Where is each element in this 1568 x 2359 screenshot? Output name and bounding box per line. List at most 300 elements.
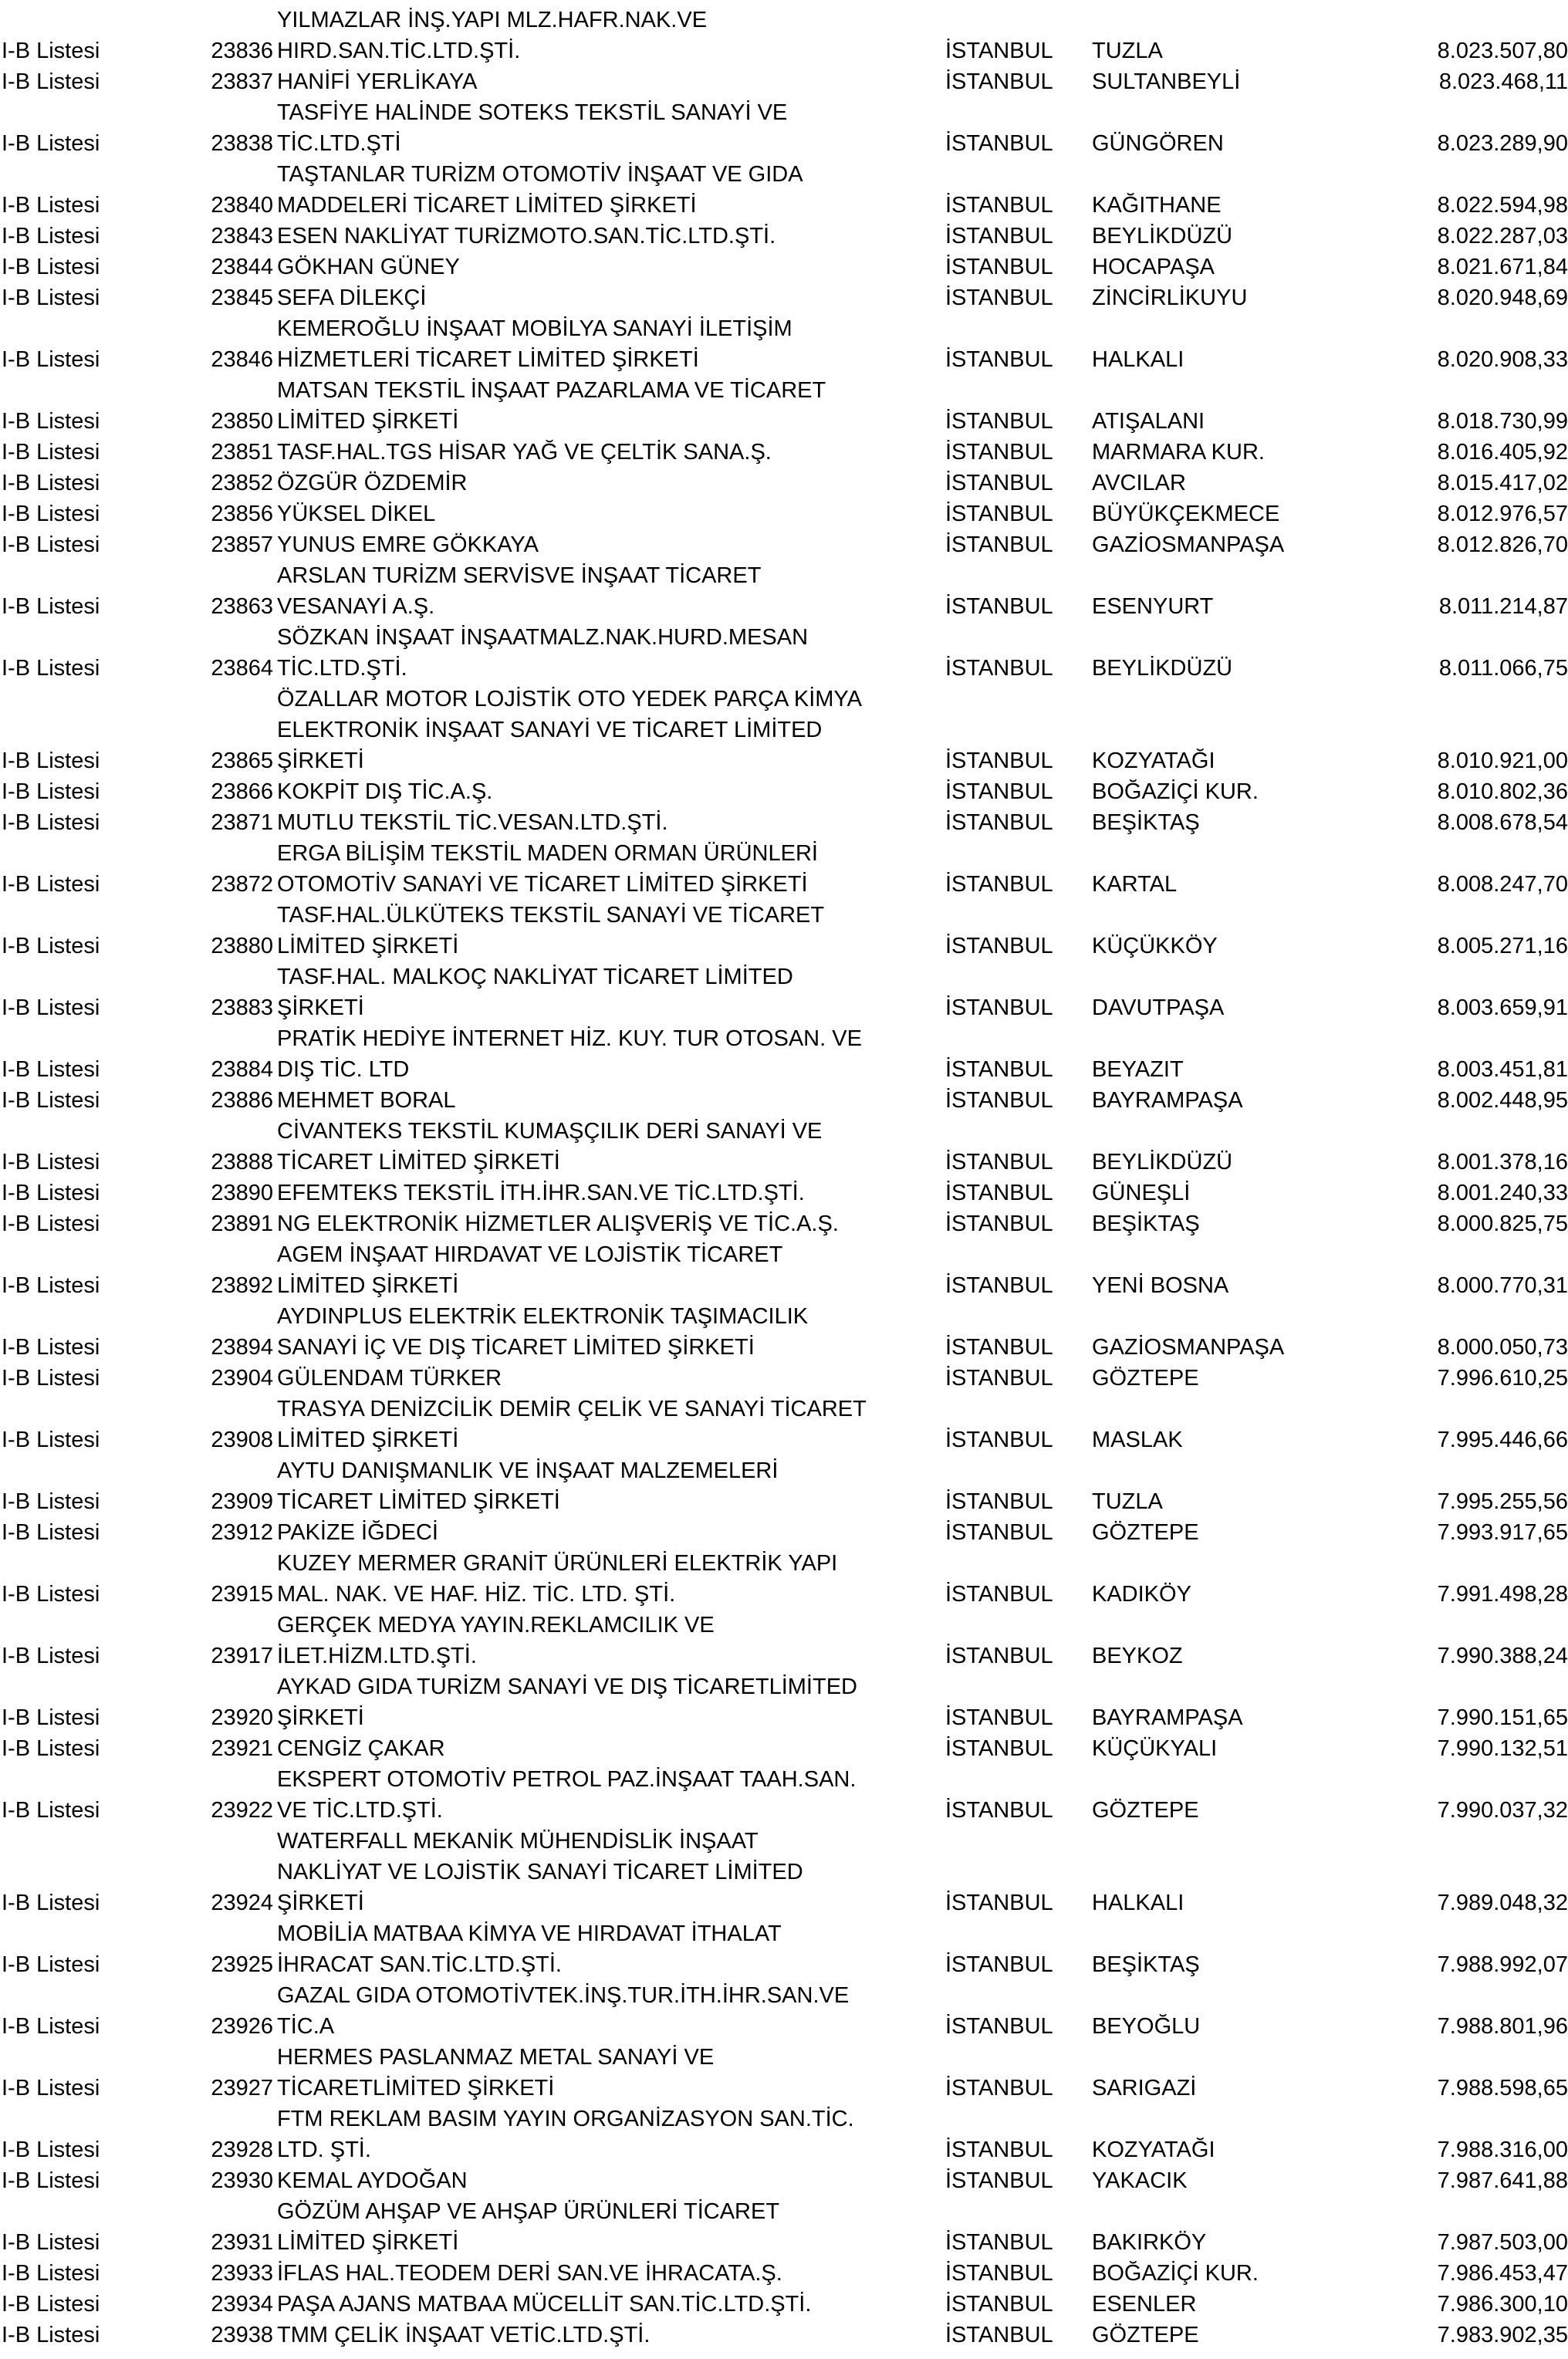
district-cell: MARMARA KUR. — [1092, 440, 1265, 465]
table-row — [0, 252, 1568, 282]
list-type-cell: I-B Listesi — [2, 1366, 100, 1391]
amount-cell: 7.987.641,88 — [1437, 2168, 1568, 2193]
district-cell: BEYLİKDÜZÜ — [1092, 224, 1233, 248]
name-cell-line: ERGA BİLİŞİM TEKSTİL MADEN ORMAN ÜRÜNLERİ — [277, 841, 818, 866]
record-number-cell: 23838 — [211, 131, 273, 156]
city-cell: İSTANBUL — [945, 1057, 1053, 1082]
city-cell: İSTANBUL — [945, 1428, 1053, 1452]
record-number-cell: 23917 — [211, 1644, 273, 1668]
list-type-cell: I-B Listesi — [2, 872, 100, 897]
table-row — [0, 1394, 1568, 1455]
list-type-cell: I-B Listesi — [2, 224, 100, 248]
city-cell: İSTANBUL — [945, 1705, 1053, 1730]
list-type-cell: I-B Listesi — [2, 2076, 100, 2100]
district-cell: GAZİOSMANPAŞA — [1092, 1335, 1285, 1360]
city-cell: İSTANBUL — [945, 1952, 1053, 1977]
table-row — [0, 97, 1568, 159]
district-cell: BAYRAMPAŞA — [1092, 1705, 1243, 1730]
city-cell: İSTANBUL — [945, 749, 1053, 773]
record-number-cell: 23924 — [211, 1891, 273, 1915]
table-row — [0, 5, 1568, 66]
record-number-cell: 23908 — [211, 1428, 273, 1452]
record-number-cell: 23843 — [211, 224, 273, 248]
city-cell: İSTANBUL — [945, 656, 1053, 681]
record-number-cell: 23933 — [211, 2261, 273, 2286]
record-number-cell: 23883 — [211, 995, 273, 1020]
name-cell-line: TİCARETLİMİTED ŞİRKETİ — [277, 2076, 555, 2100]
record-number-cell: 23921 — [211, 1736, 273, 1761]
table-row — [0, 2104, 1568, 2165]
city-cell: İSTANBUL — [945, 1088, 1053, 1113]
table-row — [0, 1085, 1568, 1116]
city-cell: İSTANBUL — [945, 1212, 1053, 1236]
amount-cell: 7.993.917,65 — [1437, 1520, 1568, 1545]
city-cell: İSTANBUL — [945, 2230, 1053, 2255]
amount-cell: 7.988.598,65 — [1437, 2076, 1568, 2100]
list-type-cell: I-B Listesi — [2, 2168, 100, 2193]
city-cell: İSTANBUL — [945, 995, 1053, 1020]
list-type-cell: I-B Listesi — [2, 1057, 100, 1082]
district-cell: KADIKÖY — [1092, 1582, 1191, 1607]
list-type-cell: I-B Listesi — [2, 1212, 100, 1236]
name-cell-line: TASFİYE HALİNDE SOTEKS TEKSTİL SANAYİ VE — [277, 100, 788, 125]
city-cell: İSTANBUL — [945, 2168, 1053, 2193]
district-cell: GÜNEŞLİ — [1092, 1181, 1191, 1205]
table-row — [0, 1301, 1568, 1363]
name-cell-line: CENGİZ ÇAKAR — [277, 1736, 445, 1761]
name-cell-line: LTD. ŞTİ. — [277, 2138, 371, 2162]
city-cell: İSTANBUL — [945, 193, 1053, 218]
name-cell-line: GÖKHAN GÜNEY — [277, 255, 460, 279]
record-number-cell: 23850 — [211, 409, 273, 434]
list-type-cell: I-B Listesi — [2, 1798, 100, 1823]
name-cell-line: LİMİTED ŞİRKETİ — [277, 409, 459, 434]
amount-cell: 8.015.417,02 — [1437, 471, 1568, 495]
list-type-cell: I-B Listesi — [2, 471, 100, 495]
record-number-cell: 23909 — [211, 1489, 273, 1514]
city-cell: İSTANBUL — [945, 2076, 1053, 2100]
table-row — [0, 1610, 1568, 1671]
list-type-cell: I-B Listesi — [2, 656, 100, 681]
table-row — [0, 375, 1568, 437]
table-row — [0, 1239, 1568, 1301]
record-number-cell: 23880 — [211, 934, 273, 958]
city-cell: İSTANBUL — [945, 69, 1053, 94]
name-cell-line: SEFA DİLEKÇİ — [277, 286, 427, 310]
district-cell: BOĞAZİÇİ KUR. — [1092, 2261, 1259, 2286]
amount-cell: 8.011.214,87 — [1438, 594, 1568, 619]
table-row — [0, 2165, 1568, 2196]
name-cell-line: YUNUS EMRE GÖKKAYA — [277, 532, 539, 557]
name-cell-line: ŞİRKETİ — [277, 749, 364, 773]
record-number-cell: 23846 — [211, 347, 273, 372]
list-type-cell: I-B Listesi — [2, 409, 100, 434]
name-cell-line: İLET.HİZM.LTD.ŞTİ. — [277, 1644, 477, 1668]
name-cell-line: AYDINPLUS ELEKTRİK ELEKTRONİK TAŞIMACILIK — [277, 1304, 809, 1329]
table-row — [0, 2289, 1568, 2320]
city-cell: İSTANBUL — [945, 131, 1053, 156]
record-number-cell: 23856 — [211, 502, 273, 526]
amount-cell: 7.989.048,32 — [1437, 1891, 1568, 1915]
district-cell: HOCAPAŞA — [1092, 255, 1215, 279]
name-cell-line: LİMİTED ŞİRKETİ — [277, 934, 459, 958]
table-row — [0, 498, 1568, 529]
name-cell-line: NG ELEKTRONİK HİZMETLER ALIŞVERİŞ VE TİC.A.Ş. — [277, 1212, 839, 1236]
city-cell: İSTANBUL — [945, 810, 1053, 835]
amount-cell: 8.020.948,69 — [1437, 286, 1568, 310]
record-number-cell: 23925 — [211, 1952, 273, 1977]
district-cell: BEYLİKDÜZÜ — [1092, 1150, 1233, 1174]
table-row — [0, 900, 1568, 962]
table-row — [0, 776, 1568, 807]
list-type-cell: I-B Listesi — [2, 255, 100, 279]
district-cell: DAVUTPAŞA — [1092, 995, 1225, 1020]
city-cell: İSTANBUL — [945, 532, 1053, 557]
city-cell: İSTANBUL — [945, 1736, 1053, 1761]
district-cell: BEYAZIT — [1092, 1057, 1184, 1082]
record-number-cell: 23912 — [211, 1520, 273, 1545]
name-cell-line: KOKPİT DIŞ TİC.A.Ş. — [277, 779, 493, 804]
table-row — [0, 1178, 1568, 1208]
record-number-cell: 23904 — [211, 1366, 273, 1391]
amount-cell: 7.986.300,10 — [1437, 2292, 1568, 2317]
record-number-cell: 23845 — [211, 286, 273, 310]
district-cell: ATIŞALANI — [1092, 409, 1205, 434]
city-cell: İSTANBUL — [945, 934, 1053, 958]
amount-cell: 8.000.825,75 — [1437, 1212, 1568, 1236]
name-cell-line: PAŞA AJANS MATBAA MÜCELLİT SAN.TİC.LTD.ŞTİ. — [277, 2292, 812, 2317]
district-cell: SARIGAZİ — [1092, 2076, 1197, 2100]
name-cell-line: KEMAL AYDOĞAN — [277, 2168, 468, 2193]
district-cell: BÜYÜKÇEKMECE — [1092, 502, 1280, 526]
name-cell-line: ARSLAN TURİZM SERVİSVE İNŞAAT TİCARET — [277, 563, 762, 588]
list-type-cell: I-B Listesi — [2, 2014, 100, 2039]
amount-cell: 8.005.271,16 — [1437, 934, 1568, 958]
name-cell-line: MAL. NAK. VE HAF. HİZ. TİC. LTD. ŞTİ. — [277, 1582, 676, 1607]
district-cell: ESENLER — [1092, 2292, 1197, 2317]
city-cell: İSTANBUL — [945, 286, 1053, 310]
record-number-cell: 23871 — [211, 810, 273, 835]
amount-cell: 8.012.826,70 — [1437, 532, 1568, 557]
district-cell: TUZLA — [1092, 1489, 1163, 1514]
name-cell-line: AGEM İNŞAAT HIRDAVAT VE LOJİSTİK TİCARET — [277, 1242, 783, 1267]
table-row — [0, 1980, 1568, 2042]
record-number-cell: 23892 — [211, 1273, 273, 1298]
name-cell-line: İFLAS HAL.TEODEM DERİ SAN.VE İHRACATA.Ş. — [277, 2261, 782, 2286]
amount-cell: 7.995.255,56 — [1437, 1489, 1568, 1514]
amount-cell: 7.996.610,25 — [1437, 1366, 1568, 1391]
city-cell: İSTANBUL — [945, 1181, 1053, 1205]
list-type-cell: I-B Listesi — [2, 2261, 100, 2286]
record-number-cell: 23857 — [211, 532, 273, 557]
record-number-cell: 23866 — [211, 779, 273, 804]
table-row — [0, 807, 1568, 838]
amount-cell: 7.988.992,07 — [1437, 1952, 1568, 1977]
city-cell: İSTANBUL — [945, 1150, 1053, 1174]
amount-cell: 7.990.132,51 — [1437, 1736, 1568, 1761]
name-cell-line: OTOMOTİV SANAYİ VE TİCARET LİMİTED ŞİRKETİ — [277, 872, 808, 897]
district-cell: BEŞİKTAŞ — [1092, 810, 1200, 835]
record-number-cell: 23922 — [211, 1798, 273, 1823]
district-cell: BEŞİKTAŞ — [1092, 1212, 1200, 1236]
name-cell-line: YÜKSEL DİKEL — [277, 502, 436, 526]
list-type-cell: I-B Listesi — [2, 69, 100, 94]
name-cell-line: KUZEY MERMER GRANİT ÜRÜNLERİ ELEKTRİK YAPI — [277, 1551, 838, 1576]
table-row — [0, 2258, 1568, 2289]
amount-cell: 7.990.037,32 — [1437, 1798, 1568, 1823]
table-row — [0, 1455, 1568, 1517]
record-number-cell: 23840 — [211, 193, 273, 218]
list-type-cell: I-B Listesi — [2, 1181, 100, 1205]
amount-cell: 8.020.908,33 — [1437, 347, 1568, 372]
table-row — [0, 1764, 1568, 1826]
list-type-cell: I-B Listesi — [2, 810, 100, 835]
list-type-cell: I-B Listesi — [2, 1952, 100, 1977]
district-cell: KÜÇÜKKÖY — [1092, 934, 1218, 958]
amount-cell: 8.023.507,80 — [1437, 39, 1568, 63]
list-type-cell: I-B Listesi — [2, 934, 100, 958]
list-type-cell: I-B Listesi — [2, 1644, 100, 1668]
list-type-cell: I-B Listesi — [2, 2292, 100, 2317]
district-cell: KARTAL — [1092, 872, 1178, 897]
table-row — [0, 529, 1568, 560]
city-cell: İSTANBUL — [945, 1582, 1053, 1607]
name-cell-line: TASF.HAL. MALKOÇ NAKLİYAT TİCARET LİMİTED — [277, 965, 793, 989]
name-cell-line: ŞİRKETİ — [277, 995, 364, 1020]
list-type-cell: I-B Listesi — [2, 1891, 100, 1915]
district-cell: ZİNCİRLİKUYU — [1092, 286, 1248, 310]
list-type-cell: I-B Listesi — [2, 347, 100, 372]
table-row — [0, 313, 1568, 375]
table-row — [0, 962, 1568, 1023]
record-number-cell: 23852 — [211, 471, 273, 495]
name-cell-line: MOBİLİA MATBAA KİMYA VE HIRDAVAT İTHALAT — [277, 1921, 782, 1946]
amount-cell: 8.012.976,57 — [1437, 502, 1568, 526]
list-type-cell: I-B Listesi — [2, 39, 100, 63]
city-cell: İSTANBUL — [945, 409, 1053, 434]
name-cell-line: MADDELERİ TİCARET LİMİTED ŞİRKETİ — [277, 193, 697, 218]
district-cell: MASLAK — [1092, 1428, 1183, 1452]
table-row — [0, 1517, 1568, 1548]
amount-cell: 8.003.659,91 — [1437, 995, 1568, 1020]
city-cell: İSTANBUL — [945, 779, 1053, 804]
amount-cell: 7.987.503,00 — [1437, 2230, 1568, 2255]
district-cell: ESENYURT — [1092, 594, 1214, 619]
amount-cell: 8.000.770,31 — [1437, 1273, 1568, 1298]
district-cell: KÜÇÜKYALI — [1092, 1736, 1218, 1761]
record-number-cell: 23928 — [211, 2138, 273, 2162]
table-row — [0, 2320, 1568, 2351]
district-cell: YENİ BOSNA — [1092, 1273, 1229, 1298]
city-cell: İSTANBUL — [945, 224, 1053, 248]
record-number-cell: 23888 — [211, 1150, 273, 1174]
record-number-cell: 23938 — [211, 2323, 273, 2347]
city-cell: İSTANBUL — [945, 2292, 1053, 2317]
amount-cell: 8.021.671,84 — [1437, 255, 1568, 279]
district-cell: GAZİOSMANPAŞA — [1092, 532, 1285, 557]
list-type-cell: I-B Listesi — [2, 749, 100, 773]
name-cell-line: WATERFALL MEKANİK MÜHENDİSLİK İNŞAAT — [277, 1829, 759, 1854]
name-cell-line: ESEN NAKLİYAT TURİZMOTO.SAN.TİC.LTD.ŞTİ. — [277, 224, 776, 248]
name-cell-line: LİMİTED ŞİRKETİ — [277, 1273, 459, 1298]
city-cell: İSTANBUL — [945, 1366, 1053, 1391]
name-cell-line: AYTU DANIŞMANLIK VE İNŞAAT MALZEMELERİ — [277, 1458, 779, 1483]
name-cell-line: SÖZKAN İNŞAAT İNŞAATMALZ.NAK.HURD.MESAN — [277, 625, 809, 650]
name-cell-line: KEMEROĞLU İNŞAAT MOBİLYA SANAYİ İLETİŞİM — [277, 316, 792, 341]
name-cell-line: ŞİRKETİ — [277, 1891, 364, 1915]
name-cell-line: TİCARET LİMİTED ŞİRKETİ — [277, 1489, 560, 1514]
district-cell: GÖZTEPE — [1092, 2323, 1199, 2347]
city-cell: İSTANBUL — [945, 594, 1053, 619]
table-row — [0, 2042, 1568, 2104]
amount-cell: 7.988.316,00 — [1437, 2138, 1568, 2162]
record-number-cell: 23890 — [211, 1181, 273, 1205]
list-type-cell: I-B Listesi — [2, 2323, 100, 2347]
list-type-cell: I-B Listesi — [2, 286, 100, 310]
name-cell-line: NAKLİYAT VE LOJİSTİK SANAYİ TİCARET LİMİTED — [277, 1860, 803, 1884]
city-cell: İSTANBUL — [945, 2014, 1053, 2039]
name-cell-line: EFEMTEKS TEKSTİL İTH.İHR.SAN.VE TİC.LTD.ŞTİ. — [277, 1181, 805, 1205]
name-cell-line: TİC.LTD.ŞTİ — [277, 131, 401, 156]
name-cell-line: MATSAN TEKSTİL İNŞAAT PAZARLAMA VE TİCARET — [277, 378, 826, 403]
record-number-cell: 23894 — [211, 1335, 273, 1360]
record-number-cell: 23837 — [211, 69, 273, 94]
amount-cell: 8.002.448,95 — [1437, 1088, 1568, 1113]
city-cell: İSTANBUL — [945, 1644, 1053, 1668]
city-cell: İSTANBUL — [945, 1273, 1053, 1298]
record-number-cell: 23891 — [211, 1212, 273, 1236]
table-row — [0, 838, 1568, 900]
amount-cell: 8.016.405,92 — [1437, 440, 1568, 465]
district-cell: GÖZTEPE — [1092, 1520, 1199, 1545]
city-cell: İSTANBUL — [945, 872, 1053, 897]
district-cell: KOZYATAĞI — [1092, 749, 1215, 773]
record-number-cell: 23886 — [211, 1088, 273, 1113]
city-cell: İSTANBUL — [945, 1335, 1053, 1360]
name-cell-line: TASF.HAL.TGS HİSAR YAĞ VE ÇELTİK SANA.Ş. — [277, 440, 772, 465]
list-type-cell: I-B Listesi — [2, 1705, 100, 1730]
amount-cell: 8.022.594,98 — [1437, 193, 1568, 218]
table-row — [0, 622, 1568, 684]
city-cell: İSTANBUL — [945, 1489, 1053, 1514]
record-number-cell: 23920 — [211, 1705, 273, 1730]
district-cell: HALKALI — [1092, 347, 1184, 372]
amount-cell: 7.990.151,65 — [1437, 1705, 1568, 1730]
amount-cell: 8.000.050,73 — [1437, 1335, 1568, 1360]
name-cell-line: VESANAYİ A.Ş. — [277, 594, 435, 619]
city-cell: İSTANBUL — [945, 471, 1053, 495]
city-cell: İSTANBUL — [945, 1520, 1053, 1545]
city-cell: İSTANBUL — [945, 347, 1053, 372]
name-cell-line: SANAYİ İÇ VE DIŞ TİCARET LİMİTED ŞİRKETİ — [277, 1335, 755, 1360]
list-type-cell: I-B Listesi — [2, 1428, 100, 1452]
name-cell-line: TİCARET LİMİTED ŞİRKETİ — [277, 1150, 560, 1174]
district-cell: KAĞITHANE — [1092, 193, 1222, 218]
city-cell: İSTANBUL — [945, 1798, 1053, 1823]
list-type-cell: I-B Listesi — [2, 1273, 100, 1298]
name-cell-line: DIŞ TİC. LTD — [277, 1057, 410, 1082]
table-row — [0, 1733, 1568, 1764]
amount-cell: 7.988.801,96 — [1437, 2014, 1568, 2039]
district-cell: TUZLA — [1092, 39, 1163, 63]
list-type-cell: I-B Listesi — [2, 594, 100, 619]
name-cell-line: AYKAD GIDA TURİZM SANAYİ VE DIŞ TİCARETLİMİTED — [277, 1675, 857, 1699]
city-cell: İSTANBUL — [945, 2138, 1053, 2162]
record-number-cell: 23872 — [211, 872, 273, 897]
list-type-cell: I-B Listesi — [2, 1088, 100, 1113]
name-cell-line: MEHMET BORAL — [277, 1088, 456, 1113]
table-row — [0, 1918, 1568, 1980]
record-number-cell: 23864 — [211, 656, 273, 681]
name-cell-line: LİMİTED ŞİRKETİ — [277, 1428, 459, 1452]
amount-cell: 8.008.678,54 — [1437, 810, 1568, 835]
record-number-cell: 23865 — [211, 749, 273, 773]
amount-cell: 8.023.468,11 — [1438, 69, 1568, 94]
amount-cell: 8.022.287,03 — [1437, 224, 1568, 248]
name-cell-line: HANİFİ YERLİKAYA — [277, 69, 478, 94]
district-cell: BEYLİKDÜZÜ — [1092, 656, 1233, 681]
name-cell-line: HERMES PASLANMAZ METAL SANAYİ VE — [277, 2045, 715, 2070]
record-number-cell: 23927 — [211, 2076, 273, 2100]
name-cell-line: PAKİZE İĞDECİ — [277, 1520, 438, 1545]
name-cell-line: İHRACAT SAN.TİC.LTD.ŞTİ. — [277, 1952, 562, 1977]
record-number-cell: 23851 — [211, 440, 273, 465]
table-row — [0, 159, 1568, 221]
amount-cell: 8.008.247,70 — [1437, 872, 1568, 897]
amount-cell: 8.003.451,81 — [1437, 1057, 1568, 1082]
city-cell: İSTANBUL — [945, 1891, 1053, 1915]
table-row — [0, 468, 1568, 498]
amount-cell: 8.018.730,99 — [1437, 409, 1568, 434]
amount-cell: 7.986.453,47 — [1437, 2261, 1568, 2286]
record-number-cell: 23931 — [211, 2230, 273, 2255]
list-type-cell: I-B Listesi — [2, 2230, 100, 2255]
district-cell: HALKALI — [1092, 1891, 1184, 1915]
amount-cell: 7.991.498,28 — [1437, 1582, 1568, 1607]
name-cell-line: EKSPERT OTOMOTİV PETROL PAZ.İNŞAAT TAAH.SAN. — [277, 1767, 857, 1792]
list-type-cell: I-B Listesi — [2, 1736, 100, 1761]
name-cell-line: VE TİC.LTD.ŞTİ. — [277, 1798, 443, 1823]
name-cell-line: GÖZÜM AHŞAP VE AHŞAP ÜRÜNLERİ TİCARET — [277, 2199, 780, 2224]
district-cell: BEYOĞLU — [1092, 2014, 1201, 2039]
table-row — [0, 1548, 1568, 1610]
name-cell-line: ÖZALLAR MOTOR LOJİSTİK OTO YEDEK PARÇA KİMYA — [277, 687, 862, 711]
record-number-cell: 23884 — [211, 1057, 273, 1082]
district-cell: KOZYATAĞI — [1092, 2138, 1215, 2162]
record-number-cell: 23844 — [211, 255, 273, 279]
list-type-cell: I-B Listesi — [2, 779, 100, 804]
city-cell: İSTANBUL — [945, 2323, 1053, 2347]
name-cell-line: CİVANTEKS TEKSTİL KUMAŞÇILIK DERİ SANAYİ VE — [277, 1119, 823, 1144]
district-cell: SULTANBEYLİ — [1092, 69, 1241, 94]
city-cell: İSTANBUL — [945, 502, 1053, 526]
name-cell-line: TİC.A — [277, 2014, 335, 2039]
table-row — [0, 2196, 1568, 2258]
district-cell: GÖZTEPE — [1092, 1798, 1199, 1823]
name-cell-line: TMM ÇELİK İNŞAAT VETİC.LTD.ŞTİ. — [277, 2323, 651, 2347]
table-row — [0, 1023, 1568, 1085]
district-cell: BAKIRKÖY — [1092, 2230, 1207, 2255]
list-type-cell: I-B Listesi — [2, 532, 100, 557]
record-number-cell: 23863 — [211, 594, 273, 619]
table-row — [0, 282, 1568, 313]
table-row — [0, 1363, 1568, 1394]
list-type-cell: I-B Listesi — [2, 2138, 100, 2162]
table-row — [0, 684, 1568, 776]
city-cell: İSTANBUL — [945, 39, 1053, 63]
amount-cell: 8.010.802,36 — [1437, 779, 1568, 804]
amount-cell: 7.990.388,24 — [1437, 1644, 1568, 1668]
